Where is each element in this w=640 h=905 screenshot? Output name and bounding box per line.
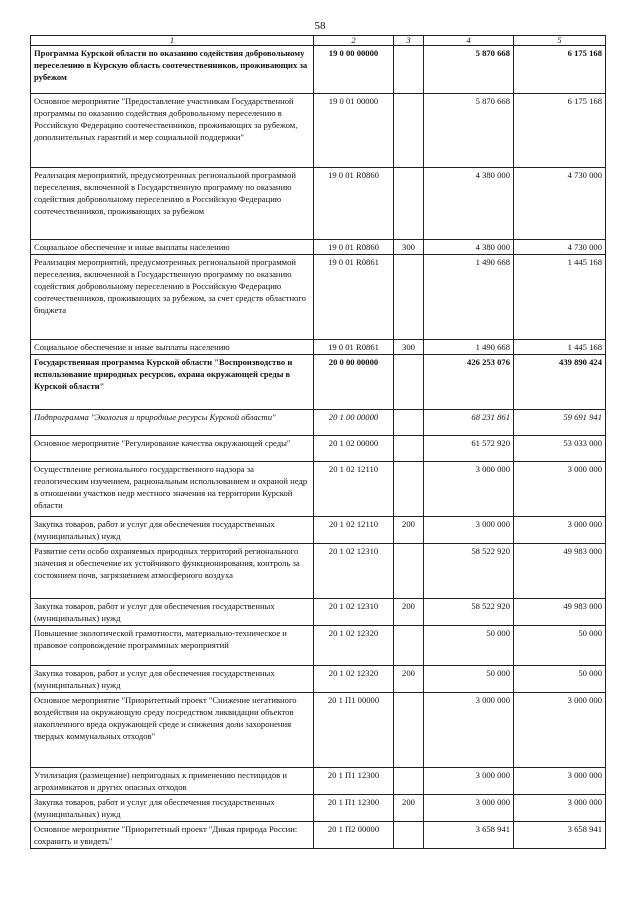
row-name: Реализация мероприятий, предусмотренных региональной программой переселения, включенной в Государственную программу по оказанию содействия добровольному переселению в Российскую Федерацию соотечественников, проживающих за рубежом (31, 168, 314, 240)
row-code: 19 0 01 R0861 (314, 340, 394, 355)
row-expense-type: 200 (394, 517, 424, 544)
row-amount-year2: 1 445 168 (514, 255, 606, 340)
row-code: 19 0 01 R0860 (314, 168, 394, 240)
row-code: 20 1 П1 12300 (314, 768, 394, 795)
row-expense-type: 200 (394, 666, 424, 693)
table-row (31, 255, 606, 340)
row-amount-year1: 3 000 000 (424, 517, 514, 544)
table-row (31, 517, 606, 544)
row-expense-type: 200 (394, 795, 424, 822)
row-amount-year2: 3 000 000 (514, 795, 606, 822)
row-name: Основное мероприятие "Регулирование качества окружающей среды" (31, 436, 314, 462)
row-amount-year1: 3 000 000 (424, 693, 514, 768)
row-name: Реализация мероприятий, предусмотренных региональной программой переселения, включенной в Государственную программу по оказанию содействия добровольному переселению в Российскую Федерацию соотечественников, проживающих за рубежом, за счет средств областного бюджета (31, 255, 314, 340)
row-name: Государственная программа Курской области "Воспроизводство и использование природных ресурсов, охрана окружающей среды в Курской области" (31, 355, 314, 410)
row-code: 20 1 02 00000 (314, 436, 394, 462)
row-amount-year1: 1 490 668 (424, 255, 514, 340)
row-amount-year1: 68 231 861 (424, 410, 514, 436)
row-expense-type (394, 822, 424, 849)
row-amount-year1: 58 522 920 (424, 544, 514, 599)
row-name: Осуществление регионального государственного надзора за геологическим изучением, рациональным использованием и охраной недр в отношении участков недр местного значения на территории Курской области (31, 462, 314, 517)
row-amount-year1: 3 000 000 (424, 795, 514, 822)
row-amount-year2: 3 658 941 (514, 822, 606, 849)
table-row (31, 355, 606, 410)
column-header-name: 1 (31, 36, 314, 46)
row-amount-year2: 3 000 000 (514, 517, 606, 544)
table-row (31, 822, 606, 849)
row-amount-year2: 3 000 000 (514, 693, 606, 768)
row-expense-type (394, 94, 424, 168)
row-expense-type (394, 768, 424, 795)
row-name: Повышение экологической грамотности, материально-техническое и правовое сопровождение программных мероприятий (31, 626, 314, 666)
row-code: 20 1 П1 00000 (314, 693, 394, 768)
row-amount-year1: 4 380 000 (424, 240, 514, 255)
row-amount-year2: 6 175 168 (514, 46, 606, 94)
row-expense-type (394, 46, 424, 94)
row-name: Социальное обеспечение и иные выплаты населению (31, 340, 314, 355)
row-amount-year2: 4 730 000 (514, 168, 606, 240)
row-code: 20 1 00 00000 (314, 410, 394, 436)
row-code: 20 0 00 00000 (314, 355, 394, 410)
row-expense-type: 200 (394, 599, 424, 626)
row-amount-year1: 5 870 668 (424, 46, 514, 94)
column-header-year1: 4 (424, 36, 514, 46)
row-name: Закупка товаров, работ и услуг для обеспечения государственных (муниципальных) нужд (31, 795, 314, 822)
table-body (31, 46, 606, 849)
row-name: Закупка товаров, работ и услуг для обеспечения государственных (муниципальных) нужд (31, 599, 314, 626)
table-row (31, 168, 606, 240)
row-amount-year2: 439 890 424 (514, 355, 606, 410)
row-code: 19 0 01 00000 (314, 94, 394, 168)
row-name: Закупка товаров, работ и услуг для обеспечения государственных (муниципальных) нужд (31, 666, 314, 693)
row-expense-type (394, 168, 424, 240)
row-code: 20 1 02 12110 (314, 517, 394, 544)
row-amount-year1: 50 000 (424, 666, 514, 693)
row-amount-year2: 50 000 (514, 666, 606, 693)
budget-table (30, 35, 606, 849)
row-code: 20 1 П1 12300 (314, 795, 394, 822)
row-amount-year2: 1 445 168 (514, 340, 606, 355)
row-name: Основное мероприятие "Приоритетный проект "Дикая природа России: сохранить и увидеть" (31, 822, 314, 849)
table-row (31, 795, 606, 822)
row-amount-year2: 4 730 000 (514, 240, 606, 255)
table-row (31, 94, 606, 168)
column-header-year2: 5 (514, 36, 606, 46)
table-row (31, 768, 606, 795)
row-amount-year2: 50 000 (514, 626, 606, 666)
row-amount-year1: 61 572 920 (424, 436, 514, 462)
table-row (31, 666, 606, 693)
row-name: Развитие сети особо охраняемых природных территорий регионального значения и обеспечение их устойчивого функционирования, контроль за состоянием почв, загрязнением атмосферного воздуха (31, 544, 314, 599)
row-name: Программа Курской области по оказанию содействия добровольному переселению в Курскую область соотечественников, проживающих за рубежом (31, 46, 314, 94)
row-expense-type (394, 255, 424, 340)
row-expense-type: 300 (394, 340, 424, 355)
row-amount-year1: 426 253 076 (424, 355, 514, 410)
row-name: Закупка товаров, работ и услуг для обеспечения государственных (муниципальных) нужд (31, 517, 314, 544)
row-code: 20 1 02 12310 (314, 544, 394, 599)
row-name: Основное мероприятие "Предоставление участникам Государственной программы по оказанию содействия добровольному переселению в Российскую Федерацию соотечественников, проживающих за рубежом, дополнительных гарантий и мер социальной поддержки" (31, 94, 314, 168)
row-code: 20 1 02 12110 (314, 462, 394, 517)
row-expense-type (394, 410, 424, 436)
table-row (31, 436, 606, 462)
row-amount-year2: 3 000 000 (514, 462, 606, 517)
row-amount-year1: 58 522 920 (424, 599, 514, 626)
row-amount-year1: 3 658 941 (424, 822, 514, 849)
row-name: Основное мероприятие "Приоритетный проект "Снижение негативного воздействия на окружающую среду посредством ликвидации объектов накопленного вреда окружающей среде и снижения доли захоронения твердых коммунальных отходов" (31, 693, 314, 768)
row-amount-year2: 3 000 000 (514, 768, 606, 795)
table-row (31, 544, 606, 599)
row-expense-type (394, 436, 424, 462)
table-row (31, 599, 606, 626)
row-amount-year2: 49 983 000 (514, 599, 606, 626)
row-amount-year1: 5 870 668 (424, 94, 514, 168)
table-row (31, 410, 606, 436)
column-header-code: 2 (314, 36, 394, 46)
row-amount-year2: 59 691 941 (514, 410, 606, 436)
row-code: 20 1 02 12320 (314, 666, 394, 693)
row-amount-year2: 53 033 000 (514, 436, 606, 462)
page-number: 58 (314, 20, 326, 32)
row-name: Подпрограмма "Экология и природные ресурсы Курской области" (31, 410, 314, 436)
row-expense-type (394, 693, 424, 768)
row-code: 20 1 02 12310 (314, 599, 394, 626)
row-expense-type (394, 355, 424, 410)
table-row (31, 240, 606, 255)
row-amount-year1: 4 380 000 (424, 168, 514, 240)
header-row (31, 36, 606, 46)
column-header-expense-type: 3 (394, 36, 424, 46)
table-row (31, 693, 606, 768)
row-amount-year2: 6 175 168 (514, 94, 606, 168)
row-expense-type: 300 (394, 240, 424, 255)
row-name: Социальное обеспечение и иные выплаты населению (31, 240, 314, 255)
row-expense-type (394, 462, 424, 517)
row-code: 19 0 01 R0861 (314, 255, 394, 340)
table-row (31, 340, 606, 355)
row-amount-year1: 50 000 (424, 626, 514, 666)
row-code: 19 0 00 00000 (314, 46, 394, 94)
row-expense-type (394, 626, 424, 666)
row-code: 20 1 02 12320 (314, 626, 394, 666)
table-row (31, 626, 606, 666)
row-amount-year1: 3 000 000 (424, 768, 514, 795)
row-amount-year1: 1 490 668 (424, 340, 514, 355)
row-expense-type (394, 544, 424, 599)
row-code: 20 1 П2 00000 (314, 822, 394, 849)
row-code: 19 0 01 R0860 (314, 240, 394, 255)
table-row (31, 46, 606, 94)
table-row (31, 462, 606, 517)
row-amount-year1: 3 000 000 (424, 462, 514, 517)
row-name: Утилизация (размещение) непригодных к применению пестицидов и агрохимикатов и других опасных отходов (31, 768, 314, 795)
row-amount-year2: 49 983 000 (514, 544, 606, 599)
